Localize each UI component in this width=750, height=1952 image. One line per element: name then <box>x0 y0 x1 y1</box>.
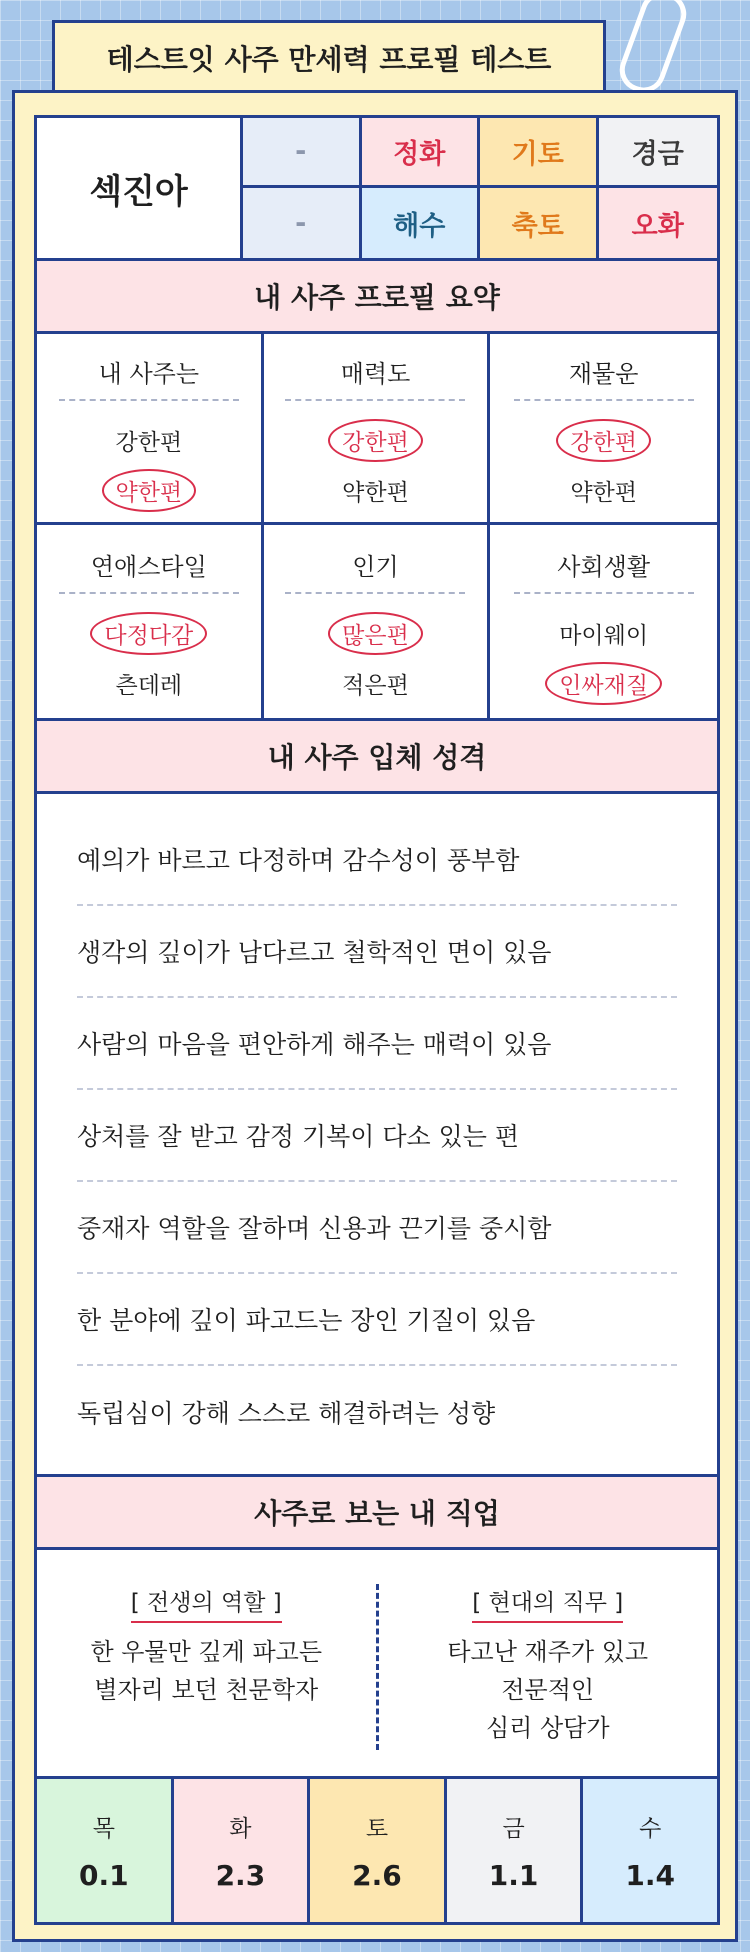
summary-item <box>37 525 264 718</box>
summary-option: 약한편 <box>102 465 197 515</box>
element-name: 수 <box>639 1815 662 1842</box>
saju-header-table <box>37 118 717 258</box>
element-value: 0.1 <box>78 1858 129 1892</box>
trait-item: 상처를 잘 받고 감정 기복이 다소 있는 편 <box>77 1090 677 1182</box>
trait-item: 한 분야에 깊이 파고드는 장인 기질이 있음 <box>77 1274 677 1366</box>
user-name: 섹진아 <box>37 118 243 258</box>
pillar-cell: 오화 <box>599 188 718 258</box>
element-fire <box>174 1779 311 1922</box>
summary-item-label: 매력도 <box>285 354 465 401</box>
element-water <box>583 1779 717 1922</box>
summary-item <box>264 332 491 525</box>
trait-item: 생각의 깊이가 남다르고 철학적인 면이 있음 <box>77 906 677 998</box>
modern-job-line: 심리 상담가 <box>485 1714 610 1742</box>
personality-section-title: 내 사주 입체 성격 <box>37 718 717 794</box>
pillar-cell: - <box>243 118 362 188</box>
pillar-grid <box>243 118 717 258</box>
pillar-cell: 축토 <box>480 188 599 258</box>
element-metal <box>447 1779 584 1922</box>
element-name: 금 <box>502 1815 525 1842</box>
summary-item <box>264 525 491 718</box>
element-earth <box>310 1779 447 1922</box>
summary-option: 적은편 <box>342 672 409 699</box>
element-value: 1.1 <box>488 1858 539 1892</box>
paper-clip-decoration <box>614 0 693 99</box>
modern-job-line: 전문적인 <box>501 1676 595 1704</box>
element-name: 토 <box>365 1815 389 1842</box>
summary-option: 인싸재질 <box>545 658 662 708</box>
element-value: 2.6 <box>352 1858 402 1892</box>
trait-item: 독립심이 강해 스스로 해결하려는 성향 <box>77 1399 496 1428</box>
pillar-cell: 해수 <box>362 188 481 258</box>
summary-section-title: 내 사주 프로필 요약 <box>37 258 717 334</box>
element-name: 화 <box>229 1815 252 1842</box>
summary-option: 마이웨이 <box>559 622 649 649</box>
summary-option: 약한편 <box>342 479 409 506</box>
element-value: 2.3 <box>215 1858 266 1892</box>
summary-option: 약한편 <box>570 479 637 506</box>
summary-item-label: 연애스타일 <box>59 547 239 594</box>
summary-item <box>37 332 264 525</box>
summary-option: 다정다감 <box>90 608 207 658</box>
past-life-role <box>37 1584 376 1776</box>
page-title: 테스트잇 사주 만세력 프로필 테스트 <box>52 20 606 92</box>
pillar-cell: 기토 <box>480 118 599 188</box>
summary-option: 강한편 <box>328 415 423 465</box>
trait-item: 예의가 바르고 다정하며 감수성이 풍부함 <box>77 814 677 906</box>
summary-item <box>490 332 717 525</box>
trait-item: 중재자 역할을 잘하며 신용과 끈기를 중시함 <box>77 1182 677 1274</box>
career-panel <box>37 1550 717 1776</box>
pillar-cell: 정화 <box>362 118 481 188</box>
past-life-line: 별자리 보던 천문학자 <box>94 1676 319 1704</box>
trait-list <box>37 794 717 1474</box>
element-name: 목 <box>92 1815 115 1842</box>
summary-item <box>490 525 717 718</box>
summary-grid <box>37 332 717 718</box>
pillar-cell: - <box>243 188 362 258</box>
five-elements-bar <box>37 1776 717 1922</box>
career-section-title: 사주로 보는 내 직업 <box>37 1474 717 1550</box>
summary-option: 많은편 <box>328 608 423 658</box>
summary-item-label: 사회생활 <box>514 547 694 594</box>
summary-item-label: 인기 <box>285 547 465 594</box>
trait-item: 사람의 마음을 편안하게 해주는 매력이 있음 <box>77 998 677 1090</box>
modern-job <box>379 1584 718 1776</box>
element-wood <box>37 1779 174 1922</box>
profile-card <box>34 115 720 1925</box>
element-value: 1.4 <box>625 1858 675 1892</box>
summary-item-label: 내 사주는 <box>59 354 239 401</box>
pillar-cell: 경금 <box>599 118 718 188</box>
summary-option: 강한편 <box>556 415 651 465</box>
past-life-line: 한 우물만 깊게 파고든 <box>90 1638 323 1666</box>
modern-job-line: 타고난 재주가 있고 <box>447 1638 649 1666</box>
past-life-title: [ 전생의 역할 ] <box>131 1584 282 1623</box>
summary-item-label: 재물운 <box>514 354 694 401</box>
summary-option: 츤데레 <box>115 672 183 699</box>
summary-option: 강한편 <box>115 429 183 456</box>
modern-job-title: [ 현대의 직무 ] <box>472 1584 623 1623</box>
